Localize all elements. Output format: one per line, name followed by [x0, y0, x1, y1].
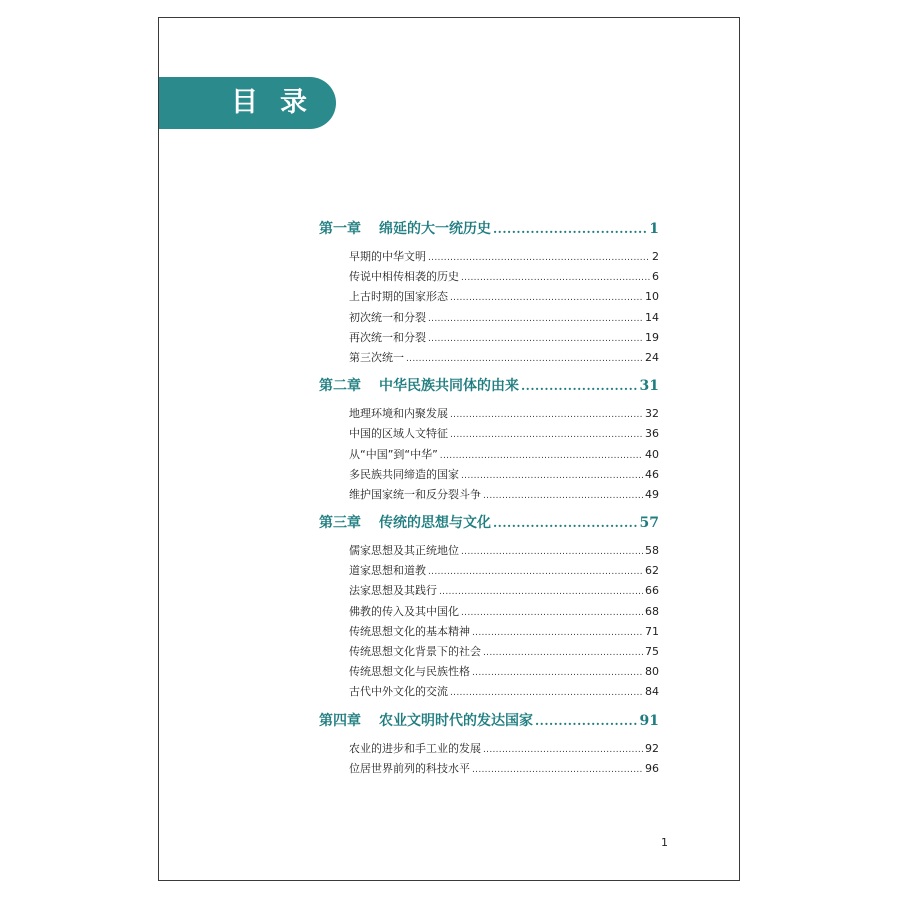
dot-leader	[521, 379, 638, 393]
dot-leader	[428, 314, 643, 324]
section-title: 传统思想文化与民族性格	[349, 665, 470, 679]
section-page-number: 80	[645, 665, 659, 679]
toc-chapter-entry[interactable]	[319, 710, 659, 732]
toc-chapter-entry[interactable]	[319, 512, 659, 534]
section-list	[349, 248, 659, 369]
section-title: 从“中国”到“中华”	[349, 447, 438, 461]
toc-section-entry[interactable]	[349, 740, 659, 760]
section-page-number: 71	[645, 624, 659, 638]
toc-section-entry[interactable]	[349, 623, 659, 643]
toc-section-entry[interactable]	[349, 562, 659, 582]
toc-section-entry[interactable]	[349, 288, 659, 308]
section-title: 儒家思想及其正统地位	[349, 544, 459, 558]
section-title: 地理环境和内聚发展	[349, 407, 448, 421]
section-page-number: 32	[645, 407, 659, 421]
dot-leader	[461, 608, 643, 618]
section-page-number: 49	[645, 487, 659, 501]
toc-section-entry[interactable]	[349, 663, 659, 683]
section-title: 传统思想文化背景下的社会	[349, 645, 481, 658]
chapter-title: 传统的思想与文化	[379, 515, 491, 532]
chapter-page-number: 1	[649, 221, 659, 237]
section-page-number: 10	[645, 290, 659, 304]
toc-chapter-entry[interactable]	[319, 375, 659, 397]
dot-leader	[450, 430, 643, 440]
toc-section-entry[interactable]	[349, 760, 659, 780]
chapter-title: 中华民族共同体的由来	[379, 378, 519, 395]
toc-section-entry[interactable]	[349, 268, 659, 288]
section-page-number: 40	[645, 447, 659, 461]
toc-section-entry[interactable]	[349, 405, 659, 425]
section-title: 农业的进步和手工业的发展	[349, 741, 481, 755]
section-page-number: 14	[645, 310, 659, 324]
dot-leader	[450, 410, 643, 420]
dot-leader	[472, 765, 643, 775]
section-page-number: 24	[645, 350, 659, 364]
section-page-number: 2	[652, 250, 659, 263]
section-title: 法家思想及其践行	[349, 584, 437, 598]
section-title: 初次统一和分裂	[349, 310, 426, 324]
dot-leader	[535, 714, 638, 728]
toc-section-entry[interactable]	[349, 486, 659, 506]
section-title: 佛教的传入及其中国化	[349, 604, 459, 618]
section-title: 再次统一和分裂	[349, 330, 426, 344]
title-banner	[159, 77, 336, 129]
dot-leader	[493, 222, 647, 236]
dot-leader	[461, 273, 650, 283]
chapter-page-number: 57	[639, 515, 659, 532]
toc-section-entry[interactable]	[349, 248, 659, 268]
dot-leader	[440, 451, 643, 461]
dot-leader	[439, 587, 643, 597]
section-title: 传说中相传相袭的历史	[349, 270, 459, 284]
section-page-number: 46	[645, 467, 659, 481]
page-number: 1	[661, 836, 668, 849]
section-page-number: 68	[645, 604, 659, 618]
chapter-page-number: 31	[639, 378, 659, 395]
dot-leader	[472, 628, 643, 638]
dot-leader	[428, 253, 650, 263]
section-title: 多民族共同缔造的国家	[349, 467, 459, 481]
toc-chapter-entry[interactable]	[319, 218, 659, 240]
toc-section-entry[interactable]	[349, 446, 659, 466]
section-page-number: 96	[645, 761, 659, 775]
section-title: 传统思想文化的基本精神	[349, 624, 470, 638]
section-title: 位居世界前列的科技水平	[349, 761, 470, 775]
dot-leader	[428, 567, 643, 577]
dot-leader	[461, 471, 643, 481]
chapter-title: 农业文明时代的发达国家	[379, 712, 533, 729]
section-page-number: 6	[652, 270, 659, 284]
section-page-number: 19	[645, 330, 659, 344]
page-title: 目录	[231, 87, 329, 118]
section-page-number: 84	[645, 685, 659, 699]
toc-section-entry[interactable]	[349, 329, 659, 349]
section-page-number: 92	[645, 741, 659, 755]
chapter-number: 第三章	[319, 515, 361, 532]
section-list	[349, 542, 659, 704]
section-title: 第三次统一	[349, 350, 404, 364]
section-page-number: 58	[645, 544, 659, 558]
chapter-number: 第一章	[319, 221, 361, 237]
toc-section-entry[interactable]	[349, 309, 659, 329]
toc-section-entry[interactable]	[349, 582, 659, 602]
dot-leader	[450, 293, 643, 303]
section-list	[349, 740, 659, 780]
document-page	[158, 17, 740, 881]
dot-leader	[461, 547, 643, 557]
section-page-number: 66	[645, 584, 659, 598]
dot-leader	[493, 516, 638, 530]
section-title: 古代中外文化的交流	[349, 685, 448, 699]
section-title: 维护国家统一和反分裂斗争	[349, 487, 481, 501]
toc-section-entry[interactable]	[349, 425, 659, 445]
section-title: 早期的中华文明	[349, 250, 426, 263]
section-page-number: 36	[645, 427, 659, 441]
dot-leader	[406, 354, 643, 364]
chapter-title: 绵延的大一统历史	[379, 221, 491, 237]
chapter-number: 第四章	[319, 712, 361, 729]
dot-leader	[483, 491, 643, 501]
toc-section-entry[interactable]	[349, 349, 659, 369]
toc-section-entry[interactable]	[349, 683, 659, 703]
section-list	[349, 405, 659, 506]
dot-leader	[472, 668, 643, 678]
chapter-number: 第二章	[319, 378, 361, 395]
dot-leader	[483, 745, 643, 755]
toc-section-entry[interactable]	[349, 466, 659, 486]
toc-section-entry[interactable]	[349, 542, 659, 562]
dot-leader	[450, 688, 643, 698]
section-title: 上古时期的国家形态	[349, 290, 448, 304]
section-title: 道家思想和道教	[349, 564, 426, 578]
section-page-number: 75	[645, 645, 659, 658]
toc-section-entry[interactable]	[349, 603, 659, 623]
table-of-contents	[319, 218, 659, 786]
toc-section-entry[interactable]	[349, 643, 659, 663]
dot-leader	[428, 334, 643, 344]
chapter-page-number: 91	[639, 712, 659, 729]
section-title: 中国的区域人文特征	[349, 427, 448, 441]
dot-leader	[483, 648, 643, 658]
section-page-number: 62	[645, 564, 659, 578]
